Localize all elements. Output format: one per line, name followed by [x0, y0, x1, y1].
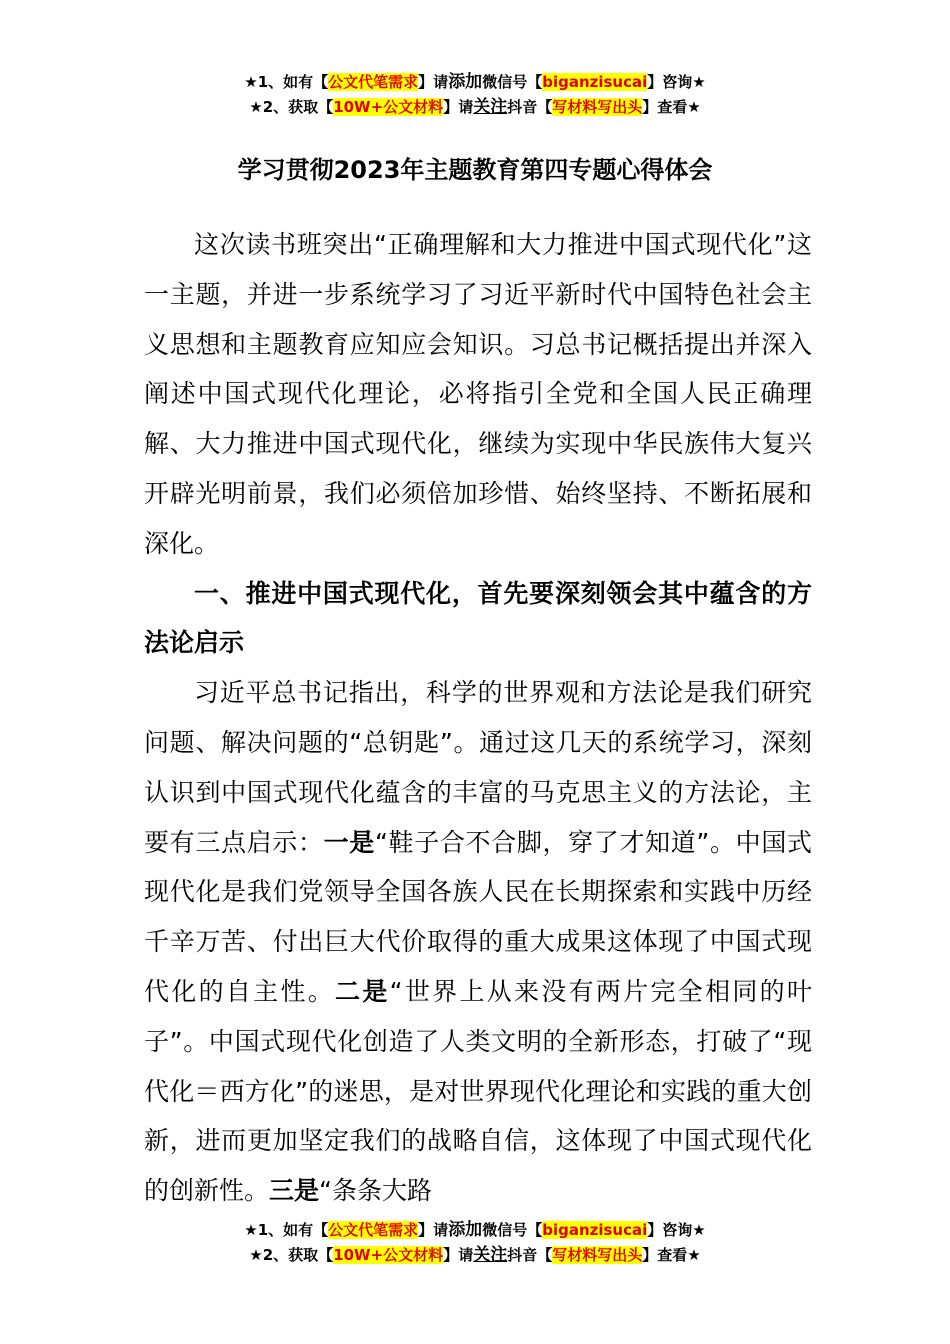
banner-emphasis: 添加 — [448, 72, 483, 92]
paragraph-text: “世界上从来没有两片完全相同的叶子”。中国式现代化创造了人类文明的全新形态，打破了“现代化＝西方化”的迷思，是对世界现代化理论和实践的重大创新，进而更加坚定我们的战略自信，这体现了中国式现代化的创新性。 — [144, 976, 812, 1206]
banner-text: ★2、获取【 — [249, 1246, 334, 1264]
paragraph-text: “鞋子合不合脚，穿了才知道”。中国式现代化是我们党领导全国各族人民在长期探索和实践中历经千辛万苦、付出巨大代价取得的重大成果这体现了中国式现代化的自主性。 — [144, 827, 812, 1006]
banner-text: ★1、如有【 — [244, 1221, 329, 1239]
banner-text: 】咨询★ — [647, 73, 706, 91]
paragraph-text: “条条大路 — [319, 1176, 432, 1206]
banner-text: 】查看★ — [642, 98, 701, 116]
paragraph-text: 习近平总书记指出，科学的世界观和方法论是我们研究问题、解决问题的“总钥匙”。通过这几天的系统学习，深刻认识到中国式现代化蕴含的丰富的马克思主义的方法论，主要有三点启示： — [144, 678, 812, 857]
banner-wechat-id: biganzisucai — [542, 73, 648, 91]
banner-text: 抖音【 — [507, 98, 553, 116]
banner-text: 】查看★ — [642, 1246, 701, 1264]
banner-highlight: 10W+公文材料 — [333, 98, 444, 116]
banner-line-2 — [0, 95, 950, 120]
document-body — [144, 220, 812, 1216]
banner-emphasis: 添加 — [448, 1220, 483, 1240]
banner-text: 微信号【 — [482, 73, 543, 91]
section-heading: 一、推进中国式现代化，首先要深刻领会其中蕴含的方法论启示 — [144, 578, 812, 658]
header-banner — [0, 70, 950, 120]
banner-line-1 — [0, 70, 950, 95]
document-title: 学习贯彻2023年主题教育第四专题心得体会 — [237, 156, 713, 184]
banner-emphasis: 关注 — [473, 1245, 508, 1265]
point-label: 三是 — [269, 1176, 320, 1206]
banner-highlight: 10W+公文材料 — [333, 1246, 444, 1264]
banner-text: 】咨询★ — [647, 1221, 706, 1239]
banner-highlight: 公文代笔需求 — [328, 1221, 419, 1239]
point-label: 一是 — [323, 827, 375, 857]
banner-text: ★2、获取【 — [249, 98, 334, 116]
banner-text: ★1、如有【 — [244, 73, 329, 91]
banner-douyin-id: 写材料写出头 — [552, 1246, 643, 1264]
body-paragraph — [144, 668, 812, 1216]
banner-text: 微信号【 — [482, 1221, 543, 1239]
banner-douyin-id: 写材料写出头 — [552, 98, 643, 116]
banner-highlight: 公文代笔需求 — [328, 73, 419, 91]
banner-line-2 — [0, 1243, 950, 1268]
banner-line-1 — [0, 1218, 950, 1243]
banner-wechat-id: biganzisucai — [542, 1221, 648, 1239]
banner-text: 抖音【 — [507, 1246, 553, 1264]
banner-text: 】请 — [443, 98, 474, 116]
point-label: 二是 — [335, 976, 390, 1006]
banner-text: 】请 — [443, 1246, 474, 1264]
intro-paragraph: 这次读书班突出“正确理解和大力推进中国式现代化”这一主题，并进一步系统学习了习近平新时代中国特色社会主义思想和主题教育应知应会知识。习总书记概括提出并深入阐述中国式现代化理论，必将指引全党和全国人民正确理解、大力推进中国式现代化，继续为实现中华民族伟大复兴开辟光明前景，我们必须倍加珍惜、始终坚持、不断拓展和深化。 — [144, 230, 812, 558]
banner-text: 】请 — [418, 73, 449, 91]
banner-text: 】请 — [418, 1221, 449, 1239]
banner-emphasis: 关注 — [473, 97, 508, 117]
footer-banner — [0, 1218, 950, 1268]
